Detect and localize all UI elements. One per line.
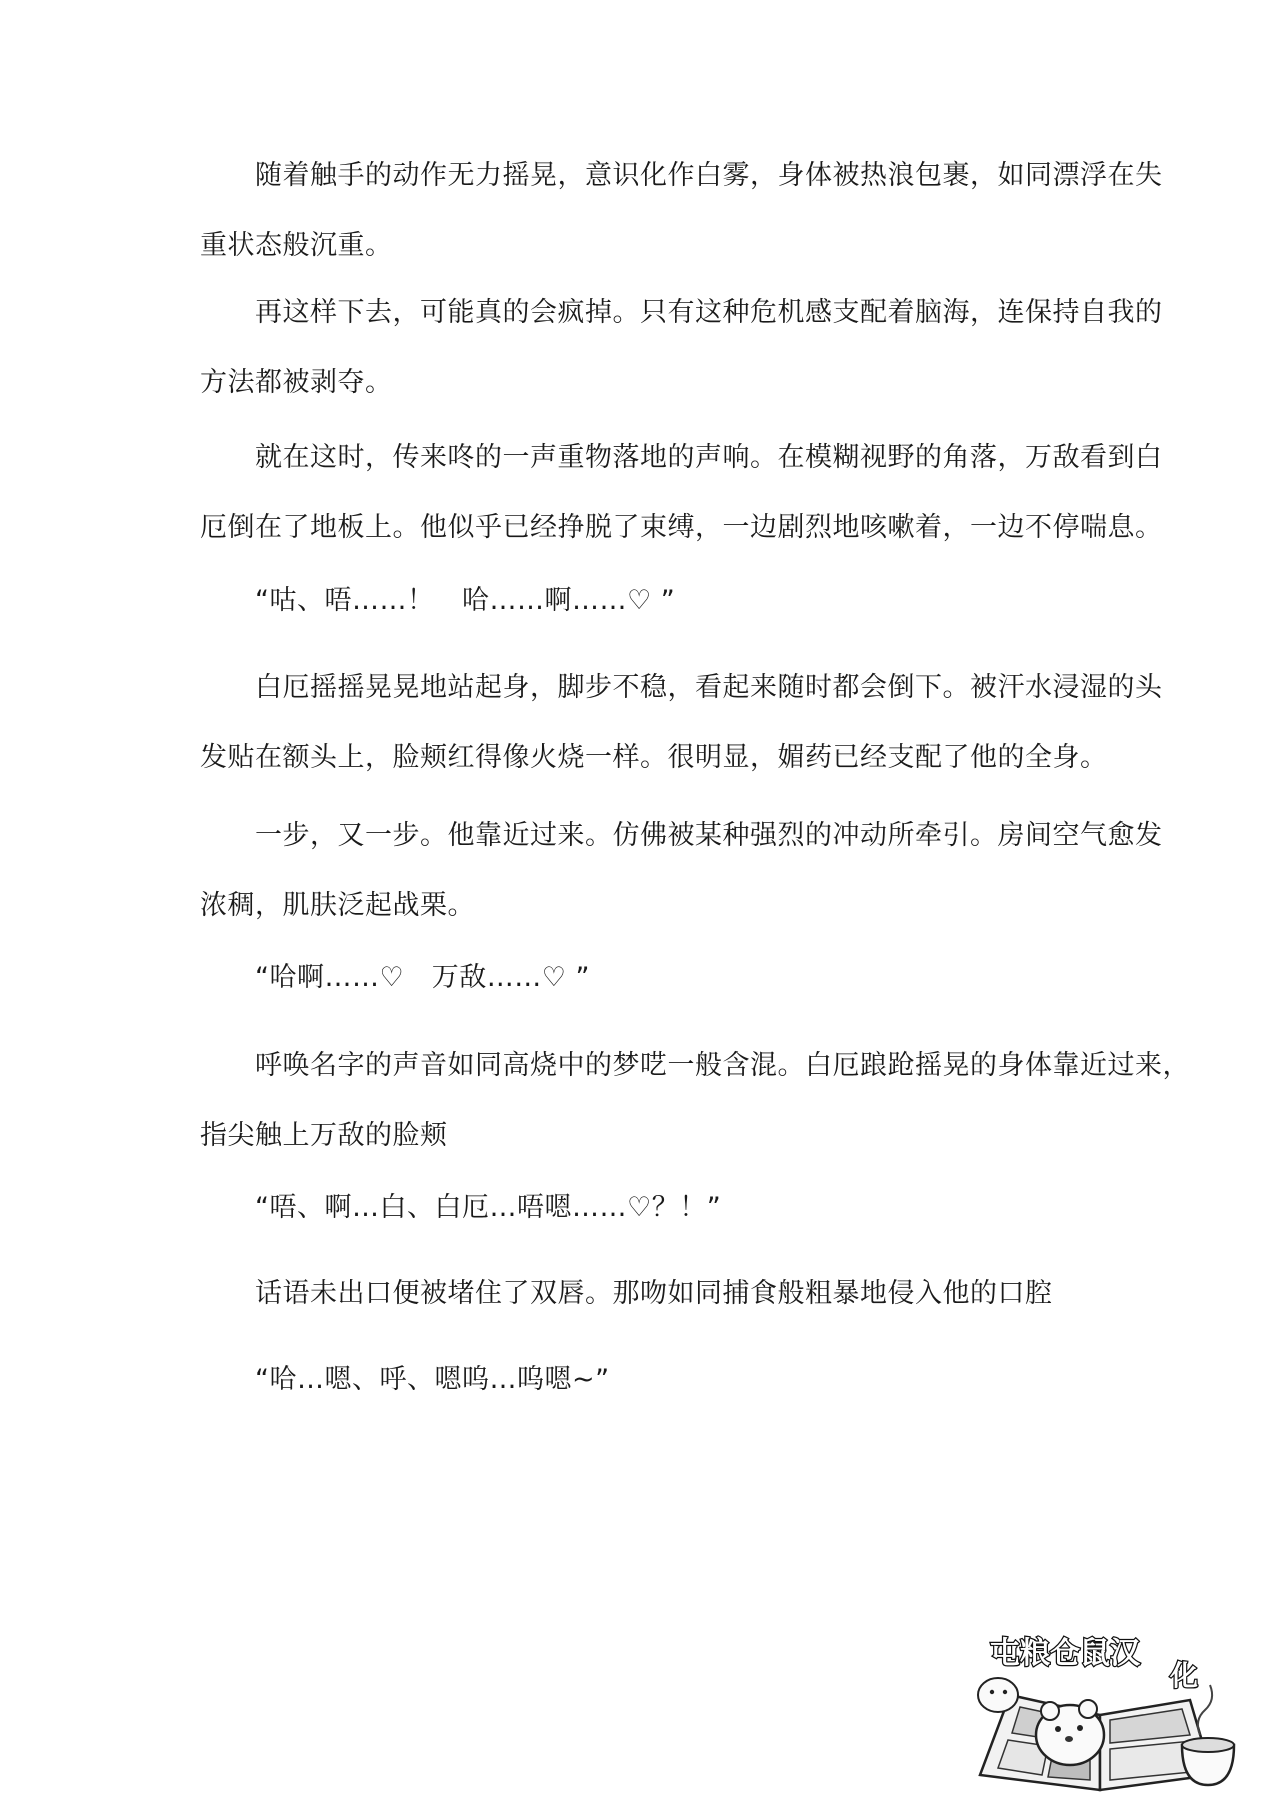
paragraph-line: “哈…嗯、呼、嗯呜…呜嗯~” (200, 1364, 610, 1395)
paragraph (200, 160, 1163, 262)
paragraph-line: “唔、啊…白、白厄…唔嗯……♡？！” (200, 1192, 722, 1223)
paragraph-line: 随着触手的动作无力摇晃，意识化作白雾，身体被热浪包裹，如同漂浮在失 (200, 160, 1163, 191)
paragraph (200, 1050, 1190, 1152)
scanlation-group-logo (950, 1625, 1250, 1800)
paragraph (200, 820, 1163, 922)
svg-text:屯粮仓鼠汉: 屯粮仓鼠汉 (990, 1636, 1140, 1671)
paragraph (200, 1278, 1100, 1310)
paragraph (200, 442, 1163, 544)
paragraph-line: 指尖触上万敌的脸颊 (200, 1120, 448, 1151)
paragraph-line: 呼唤名字的声音如同高烧中的梦呓一般含混。白厄踉跄摇晃的身体靠近过来， (200, 1050, 1190, 1081)
paragraph-line: 就在这时，传来咚的一声重物落地的声响。在模糊视野的角落，万敌看到白 (200, 442, 1163, 473)
paragraph-line: “哈啊……♡ 万敌……♡ ” (200, 962, 590, 993)
paragraph-line: 重状态般沉重。 (200, 230, 393, 261)
paragraph-line: 话语未出口便被堵住了双唇。那吻如同捕食般粗暴地侵入他的口腔 (200, 1278, 1053, 1309)
paragraph (200, 1364, 1100, 1396)
paragraph (200, 1192, 1100, 1224)
hamster-reading-book-logo-icon (950, 1625, 1250, 1800)
svg-text:化: 化 (1170, 1659, 1199, 1692)
paragraph-line: 再这样下去，可能真的会疯掉。只有这种危机感支配着脑海，连保持自我的 (200, 297, 1163, 328)
paragraph-line: 一步，又一步。他靠近过来。仿佛被某种强烈的冲动所牵引。房间空气愈发 (200, 820, 1163, 851)
paragraph-line: 白厄摇摇晃晃地站起身，脚步不稳，看起来随时都会倒下。被汗水浸湿的头 (200, 672, 1163, 703)
paragraph (200, 585, 1100, 617)
paragraph-line: 浓稠，肌肤泛起战栗。 (200, 890, 475, 921)
paragraph-line: 厄倒在了地板上。他似乎已经挣脱了束缚，一边剧烈地咳嗽着，一边不停喘息。 (200, 512, 1163, 543)
paragraph-line: 方法都被剥夺。 (200, 367, 393, 398)
paragraph (200, 962, 1100, 994)
paragraph (200, 672, 1163, 774)
paragraph (200, 297, 1163, 399)
paragraph-line: “咕、唔……！ 哈……啊……♡ ” (200, 585, 676, 616)
paragraph-line: 发贴在额头上，脸颊红得像火烧一样。很明显，媚药已经支配了他的全身。 (200, 742, 1108, 773)
